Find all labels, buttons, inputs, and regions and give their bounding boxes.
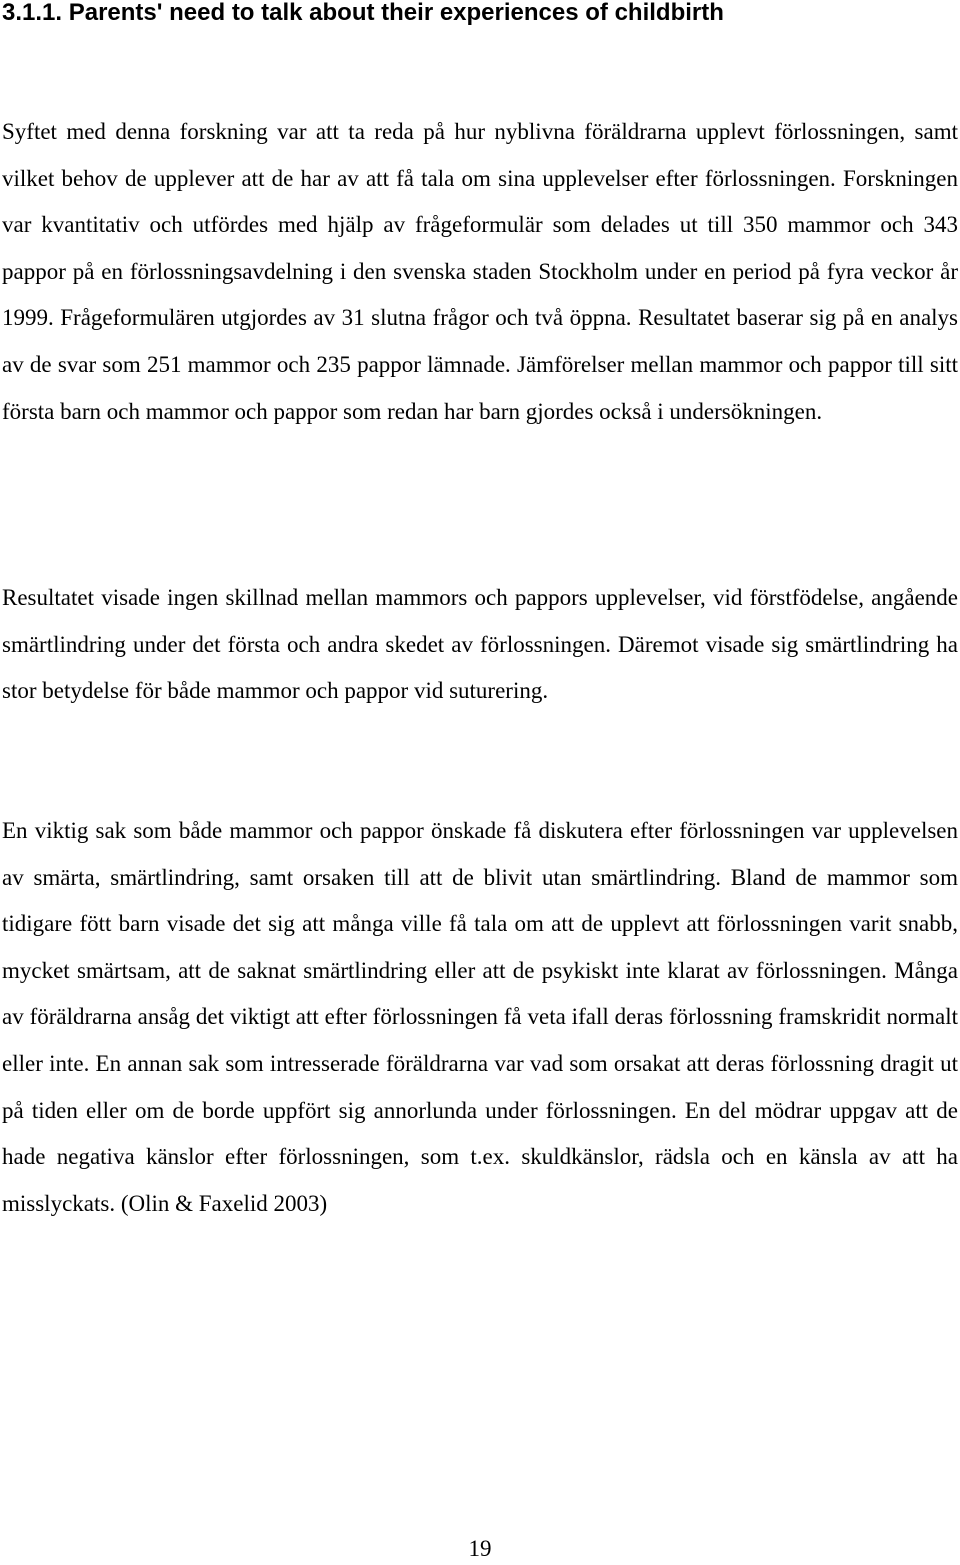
section-heading: 3.1.1. Parents' need to talk about their experiences of childbirth	[2, 0, 724, 26]
body-paragraph-1: Syftet med denna forskning var att ta reda på hur nyblivna föräldrarna upplevt förlossningen, samt vilket behov de upplever att de har av att få tala om sina upplevelser efter förlossningen. Forskningen var kvantitativ och utfördes med hjälp av frågeformulär som delades ut till 350 mammor och 343 pappor på en förlossningsavdelning i den svenska staden Stockholm under en period på fyra veckor år 1999. Frågeformulären utgjordes av 31 slutna frågor och två öppna. Resultatet baserar sig på en analys av de svar som 251 mammor och 235 pappor lämnade. Jämförelser mellan mammor och pappor till sitt första barn och mammor och pappor som redan har barn gjordes också i undersökningen.	[2, 119, 958, 424]
page-number: 19	[468, 1536, 492, 1561]
body-paragraph-2: Resultatet visade ingen skillnad mellan mammors och pappors upplevelser, vid förstfödelse, angående smärtlindring under det första och andra skedet av förlossningen. Däremot visade sig smärtlindring ha stor betydelse för både mammor och pappor vid suturering.	[2, 585, 958, 704]
body-paragraph-3: En viktig sak som både mammor och pappor önskade få diskutera efter förlossningen var upplevelsen av smärta, smärtlindring, samt orsaken till att de blivit utan smärtlindring. Bland de mammor som tidigare fött barn visade det sig att många ville få tala om att de upplevt att förlossningen varit snabb, mycket smärtsam, att de saknat smärtlindring eller att de psykiskt inte klarat av förlossningen. Många av föräldrarna ansåg det viktigt att efter förlossningen få veta ifall deras förlossning framskridit normalt eller inte. En annan sak som intresserade föräldrarna var vad som orsakat att deras förlossning dragit ut på tiden eller om de borde uppfört sig annorlunda under förlossningen. En del mödrar uppgav att de hade negativa känslor efter förlossningen, som t.ex. skuldkänslor, rädsla och en känsla av att ha misslyckats. (Olin & Faxelid 2003)	[2, 818, 958, 1216]
